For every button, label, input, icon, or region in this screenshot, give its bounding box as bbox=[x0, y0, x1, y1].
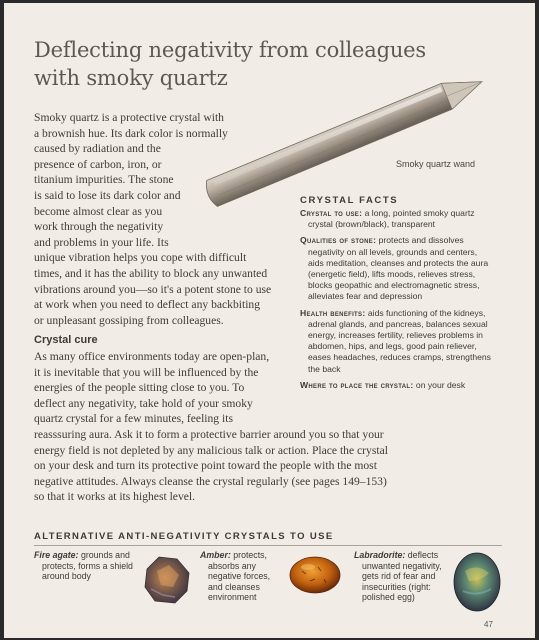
alternative-text: unwanted negativity, bbox=[362, 560, 442, 571]
intro-line: is said to lose its dark color and bbox=[34, 188, 181, 202]
cure-line: on your desk and turn its protective point toward the people with the most bbox=[34, 459, 377, 473]
alternative-labradorite bbox=[354, 550, 454, 603]
alternative-name: Amber: bbox=[200, 550, 231, 560]
cure-line: deflect any negativity, take hold of your smoky bbox=[34, 396, 253, 410]
fact-text: (energetic field), lifts moods, relieves stress, bbox=[308, 269, 476, 280]
labradorite-egg-icon bbox=[451, 551, 503, 613]
alternatives-heading: ALTERNATIVE ANTI-NEGATIVITY CRYSTALS TO USE bbox=[34, 531, 502, 546]
cure-line: quartz crystal for a few minutes, feeling its bbox=[34, 412, 233, 426]
alternative-text: absorbs any bbox=[208, 560, 256, 571]
intro-line: become almost clear as you bbox=[34, 204, 163, 218]
fact-text: the back bbox=[308, 363, 341, 374]
fact-text: eases headaches, reduces cramps, strengthens bbox=[308, 352, 491, 363]
fact-qualities bbox=[300, 235, 500, 302]
alternative-text: protects, forms a shield bbox=[42, 560, 133, 571]
intro-line: or unpleasant gossiping from colleagues. bbox=[34, 313, 224, 327]
intro-line: times, and it has the ability to block any unwanted bbox=[34, 266, 268, 280]
crystal-facts-heading: CRYSTAL FACTS bbox=[300, 195, 399, 206]
alternative-fire-agate bbox=[34, 550, 144, 582]
cure-line: so that it works at its highest level. bbox=[34, 490, 196, 504]
title-line-2: with smoky quartz bbox=[34, 66, 228, 90]
cure-line: it is inevitable that you will be influenced by the bbox=[34, 365, 259, 379]
fact-health-benefits bbox=[300, 308, 500, 375]
intro-line: a brownish hue. Its dark color is normally bbox=[34, 126, 228, 140]
cure-line: negative attitudes. Always cleanse the crystal regularly (see pages 149–153) bbox=[34, 474, 387, 488]
alternative-text: around body bbox=[42, 571, 91, 582]
intro-line: presence of carbon, iron, or bbox=[34, 157, 162, 171]
fact-text: adrenal glands, and pancreas, balances sexual bbox=[308, 318, 488, 329]
fact-text: energy, increases fertility, relieves problems in bbox=[308, 330, 483, 341]
intro-line: at work when you need to deflect any backbiting bbox=[34, 298, 261, 312]
title-line-1: Deflecting negativity from colleagues bbox=[34, 38, 426, 62]
image-caption: Smoky quartz wand bbox=[396, 159, 476, 169]
fire-agate-stone-icon bbox=[139, 551, 195, 609]
fact-text: abdomen, hips, and legs, good pain reliever, bbox=[308, 341, 477, 352]
alternative-text: gets rid of fear and bbox=[362, 571, 436, 582]
intro-line: and problems in your life. Its bbox=[34, 235, 169, 249]
fact-text: protects and dissolves bbox=[378, 235, 464, 246]
fact-where-to-place bbox=[300, 380, 500, 391]
alternative-text: polished egg) bbox=[362, 592, 415, 603]
cure-line: reasssuring aura. Ask it to form a protective barrier around you so that your bbox=[34, 427, 384, 441]
crystal-cure-heading: Crystal cure bbox=[34, 334, 98, 346]
alternative-text: deflects bbox=[407, 550, 439, 560]
fact-label: Where to place the crystal: bbox=[300, 379, 414, 390]
fact-text: on your desk bbox=[415, 379, 466, 390]
fact-text: crystal (brown/black), transparent bbox=[308, 219, 436, 230]
cure-line: As many office environments today are open-plan, bbox=[34, 350, 270, 363]
intro-line: Smoky quartz is a protective crystal with bbox=[34, 111, 224, 124]
alternative-amber bbox=[200, 550, 290, 603]
fact-label: Crystal to use: bbox=[300, 208, 363, 218]
alternative-text: protects, bbox=[233, 550, 267, 560]
crystal-facts-box bbox=[300, 195, 500, 396]
intro-paragraph bbox=[34, 110, 294, 328]
alternative-name: Labradorite: bbox=[354, 550, 406, 560]
intro-line: caused by radiation and the bbox=[34, 142, 161, 156]
alternative-text: and cleanses bbox=[208, 581, 260, 592]
cure-line: energy field is not depleted by any malicious talk or action. Place the crystal bbox=[34, 443, 388, 457]
fact-label: Health benefits: bbox=[300, 307, 366, 318]
fact-text: blocks geopathic and electromagnetic stress, bbox=[308, 280, 480, 291]
alternative-text: environment bbox=[208, 592, 257, 603]
alternative-text: negative forces, bbox=[208, 571, 271, 582]
fact-label: Qualities of stone: bbox=[300, 235, 377, 246]
book-page bbox=[4, 3, 535, 638]
page-number: 47 bbox=[484, 620, 493, 629]
fact-text: negativity on all levels, grounds and centers, bbox=[308, 246, 478, 257]
fact-text: alleviates fear and depression bbox=[308, 291, 423, 302]
fact-crystal-to-use bbox=[300, 208, 500, 230]
fact-text: aids functioning of the kidneys, bbox=[367, 307, 486, 318]
alternative-text: grounds and bbox=[80, 550, 130, 560]
intro-line: vibrations around you—so it's a potent stone to use bbox=[34, 282, 272, 296]
alternative-name: Fire agate: bbox=[34, 550, 79, 560]
cure-line: energies of the people sitting close to you. To bbox=[34, 381, 245, 395]
intro-line: titanium impurities. The stone bbox=[34, 173, 174, 187]
amber-stone-icon bbox=[288, 555, 342, 595]
intro-line: unique vibration helps you cope with difficult bbox=[34, 251, 247, 265]
alternative-text: insecurities (right: bbox=[362, 581, 431, 592]
fact-text: aids meditation, cleanses and protects the aura bbox=[308, 257, 489, 268]
intro-line: work through the negativity bbox=[34, 220, 164, 234]
fact-text: a long, pointed smoky quartz bbox=[364, 208, 475, 218]
